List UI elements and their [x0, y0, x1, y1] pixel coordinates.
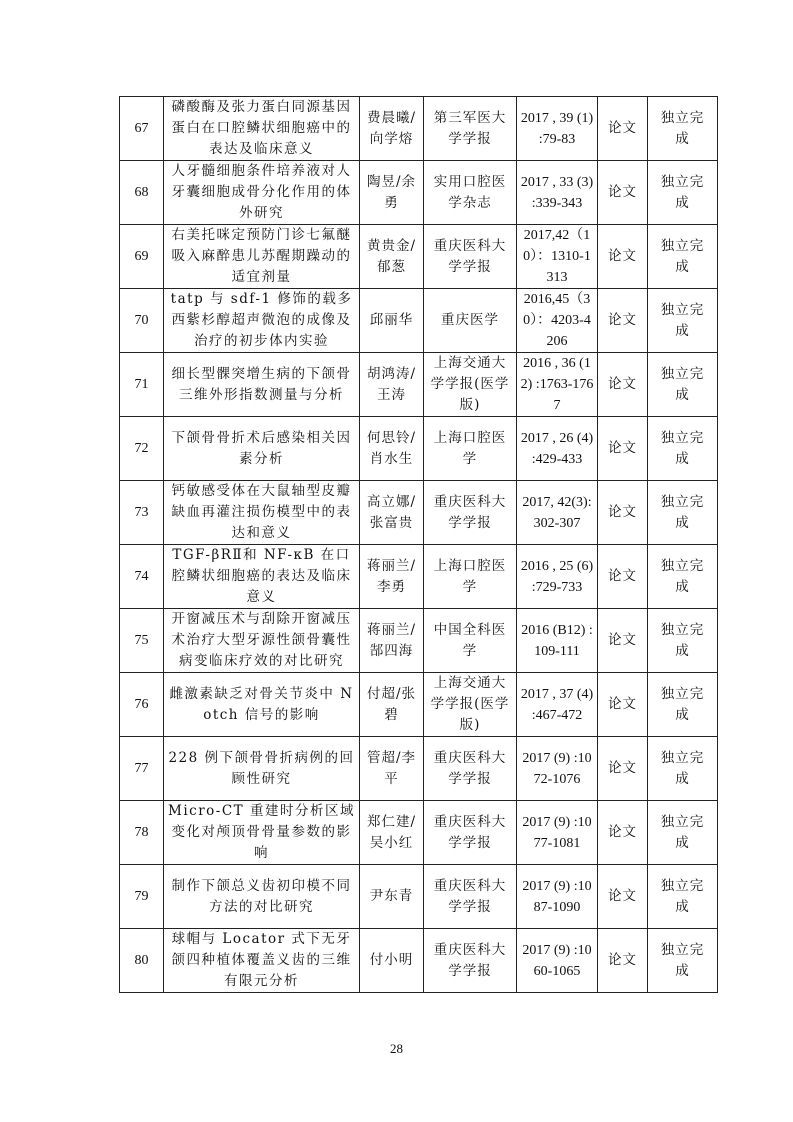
authors: 付超/张碧	[360, 673, 424, 737]
volume-pages: 2016 , 36 (12) :1763-1767	[517, 353, 598, 417]
volume-pages: 2016,45（30）：4203-4206	[517, 289, 598, 353]
completion-status: 独立完成	[648, 545, 718, 609]
journal: 重庆医科大学学报	[424, 801, 517, 865]
authors: 蒋丽兰/李勇	[360, 545, 424, 609]
table-row	[120, 929, 718, 993]
completion-status: 独立完成	[648, 417, 718, 481]
publication-type: 论文	[598, 801, 648, 865]
paper-title: 磷酸酶及张力蛋白同源基因蛋白在口腔鳞状细胞癌中的表达及临床意义	[164, 97, 360, 161]
row-number: 78	[120, 801, 164, 865]
completion-status: 独立完成	[648, 97, 718, 161]
authors: 管超/李平	[360, 737, 424, 801]
authors: 高立娜/张富贵	[360, 481, 424, 545]
journal: 上海口腔医学	[424, 545, 517, 609]
volume-pages: 2017 (9) :1072-1076	[517, 737, 598, 801]
completion-status: 独立完成	[648, 161, 718, 225]
row-number: 74	[120, 545, 164, 609]
table-row	[120, 97, 718, 161]
publication-type: 论文	[598, 737, 648, 801]
table-row	[120, 225, 718, 289]
paper-title: 开窗减压术与刮除开窗减压术治疗大型牙源性颌骨囊性病变临床疗效的对比研究	[164, 609, 360, 673]
volume-pages: 2017 (9) :1060-1065	[517, 929, 598, 993]
row-number: 79	[120, 865, 164, 929]
authors: 付小明	[360, 929, 424, 993]
completion-status: 独立完成	[648, 929, 718, 993]
authors: 陶昱/余勇	[360, 161, 424, 225]
authors: 尹东青	[360, 865, 424, 929]
authors: 邱丽华	[360, 289, 424, 353]
row-number: 71	[120, 353, 164, 417]
paper-title: tatp 与 sdf-1 修饰的载多西紫杉醇超声微泡的成像及治疗的初步体内实验	[164, 289, 360, 353]
completion-status: 独立完成	[648, 673, 718, 737]
table-row	[120, 161, 718, 225]
paper-title: 细长型髁突增生病的下颌骨三维外形指数测量与分析	[164, 353, 360, 417]
page-number: 28	[390, 1041, 403, 1056]
completion-status: 独立完成	[648, 289, 718, 353]
row-number: 70	[120, 289, 164, 353]
table-row	[120, 289, 718, 353]
volume-pages: 2017 , 26 (4) :429-433	[517, 417, 598, 481]
row-number: 76	[120, 673, 164, 737]
paper-title: 下颌骨骨折术后感染相关因素分析	[164, 417, 360, 481]
completion-status: 独立完成	[648, 609, 718, 673]
publication-table-body	[120, 97, 718, 993]
journal: 上海交通大学学报(医学版)	[424, 353, 517, 417]
publication-type: 论文	[598, 673, 648, 737]
journal: 上海口腔医学	[424, 417, 517, 481]
publication-type: 论文	[598, 97, 648, 161]
table-row	[120, 609, 718, 673]
table-row	[120, 545, 718, 609]
row-number: 67	[120, 97, 164, 161]
authors: 黄贵金/郁葱	[360, 225, 424, 289]
table-row	[120, 801, 718, 865]
journal: 重庆医科大学学报	[424, 225, 517, 289]
row-number: 69	[120, 225, 164, 289]
table-row	[120, 353, 718, 417]
publication-type: 论文	[598, 161, 648, 225]
authors: 胡鸿涛/王涛	[360, 353, 424, 417]
journal: 重庆医科大学学报	[424, 737, 517, 801]
table-row	[120, 673, 718, 737]
journal: 实用口腔医学杂志	[424, 161, 517, 225]
row-number: 73	[120, 481, 164, 545]
publication-type: 论文	[598, 545, 648, 609]
authors: 费晨曦/向学熔	[360, 97, 424, 161]
row-number: 77	[120, 737, 164, 801]
publication-type: 论文	[598, 865, 648, 929]
completion-status: 独立完成	[648, 481, 718, 545]
publication-type: 论文	[598, 225, 648, 289]
volume-pages: 2016 , 25 (6) :729-733	[517, 545, 598, 609]
volume-pages: 2016 (B12) :109-111	[517, 609, 598, 673]
completion-status: 独立完成	[648, 737, 718, 801]
table-row	[120, 865, 718, 929]
journal: 重庆医科大学学报	[424, 481, 517, 545]
paper-title: 228 例下颌骨骨折病例的回顾性研究	[164, 737, 360, 801]
publication-type: 论文	[598, 417, 648, 481]
journal: 中国全科医学	[424, 609, 517, 673]
paper-title: 制作下颌总义齿初印模不同方法的对比研究	[164, 865, 360, 929]
paper-title: 球帽与 Locator 式下无牙颌四种植体覆盖义齿的三维有限元分析	[164, 929, 360, 993]
publication-type: 论文	[598, 609, 648, 673]
row-number: 80	[120, 929, 164, 993]
volume-pages: 2017 (9) :1087-1090	[517, 865, 598, 929]
publication-type: 论文	[598, 929, 648, 993]
journal: 上海交通大学学报(医学版)	[424, 673, 517, 737]
completion-status: 独立完成	[648, 801, 718, 865]
publication-type: 论文	[598, 353, 648, 417]
publication-type: 论文	[598, 481, 648, 545]
paper-title: 雌激素缺乏对骨关节炎中 Notch 信号的影响	[164, 673, 360, 737]
volume-pages: 2017 , 39 (1) :79-83	[517, 97, 598, 161]
paper-title: 人牙髓细胞条件培养液对人牙囊细胞成骨分化作用的体外研究	[164, 161, 360, 225]
publication-table	[119, 96, 718, 993]
paper-title: 右美托咪定预防门诊七氟醚吸入麻醉患儿苏醒期躁动的适宜剂量	[164, 225, 360, 289]
authors: 郑仁建/吴小红	[360, 801, 424, 865]
row-number: 68	[120, 161, 164, 225]
table-row	[120, 481, 718, 545]
row-number: 72	[120, 417, 164, 481]
completion-status: 独立完成	[648, 353, 718, 417]
completion-status: 独立完成	[648, 225, 718, 289]
paper-title: Micro-CT 重建时分析区域变化对颅顶骨骨量参数的影响	[164, 801, 360, 865]
journal: 重庆医科大学学报	[424, 865, 517, 929]
authors: 何思铃/肖水生	[360, 417, 424, 481]
completion-status: 独立完成	[648, 865, 718, 929]
paper-title: TGF-βRⅡ和 NF-κB 在口腔鳞状细胞癌的表达及临床意义	[164, 545, 360, 609]
table-row	[120, 417, 718, 481]
paper-title: 钙敏感受体在大鼠轴型皮瓣缺血再灌注损伤模型中的表达和意义	[164, 481, 360, 545]
journal: 重庆医学	[424, 289, 517, 353]
journal: 重庆医科大学学报	[424, 929, 517, 993]
authors: 蒋丽兰/郜四海	[360, 609, 424, 673]
table-row	[120, 737, 718, 801]
volume-pages: 2017 (9) :1077-1081	[517, 801, 598, 865]
journal: 第三军医大学学报	[424, 97, 517, 161]
volume-pages: 2017 , 33 (3) :339-343	[517, 161, 598, 225]
row-number: 75	[120, 609, 164, 673]
volume-pages: 2017 , 37 (4) :467-472	[517, 673, 598, 737]
volume-pages: 2017,42（10）：1310-1313	[517, 225, 598, 289]
publication-type: 论文	[598, 289, 648, 353]
volume-pages: 2017, 42(3):302-307	[517, 481, 598, 545]
